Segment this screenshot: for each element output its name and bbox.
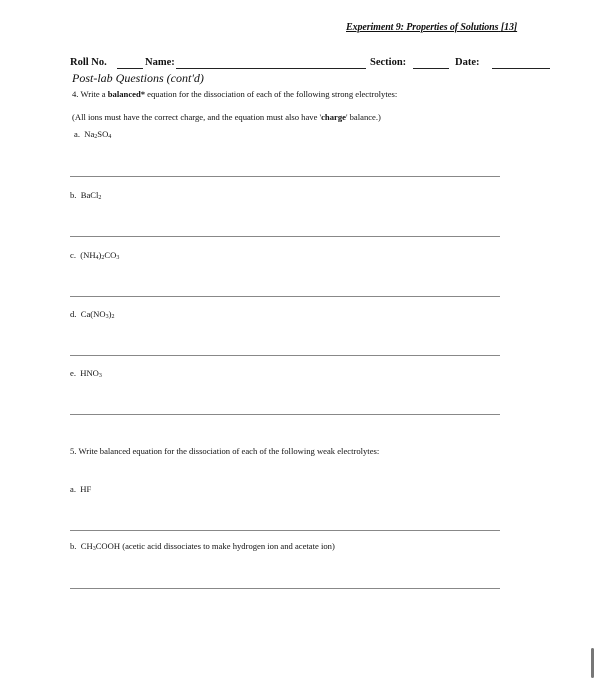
item-5b-note: (acetic acid dissociates to make hydrogen ion and acetate ion) xyxy=(120,541,335,551)
roll-label: Roll No. xyxy=(70,57,107,68)
question-5-text: 5. Write balanced equation for the dissociation of each of the following weak electrolytes: xyxy=(70,446,380,456)
q4-bold-word: balanced* xyxy=(107,89,146,99)
item-4c xyxy=(70,250,119,260)
q4-prefix: 4. Write a xyxy=(72,89,108,99)
formula-nh4-2co3: $(NH_4)_2CO_3$ xyxy=(80,250,120,261)
section-label: Section: xyxy=(370,57,407,68)
formula-na2so4: $Na_2SO_4$ xyxy=(84,129,112,140)
formula-hno3: $HNO_3$ xyxy=(80,368,102,379)
section-blank[interactable] xyxy=(413,68,449,69)
answer-line-5b[interactable] xyxy=(70,588,500,589)
answer-line-4a[interactable] xyxy=(70,176,500,177)
item-4e xyxy=(70,368,102,378)
item-letter: e. xyxy=(70,368,76,378)
item-5a xyxy=(70,484,91,494)
experiment-title: Experiment 9: Properties of Solutions xyxy=(346,22,499,33)
item-4b xyxy=(70,190,101,200)
q4-rest: equation for the dissociation of each of the following strong electrolytes: xyxy=(145,89,398,99)
date-label: Date: xyxy=(455,57,480,68)
name-blank[interactable] xyxy=(176,68,366,69)
date-blank[interactable] xyxy=(492,68,550,69)
formula-bacl2: BaCl$_2$ xyxy=(80,190,102,201)
item-4d xyxy=(70,309,114,319)
q4-note-a: (All ions must have the correct charge, and the equation must also have ' xyxy=(72,112,322,122)
formula-hf: HF xyxy=(80,484,92,494)
formula-ch3cooh: $CH_3COOH$ xyxy=(80,541,121,552)
answer-line-4e[interactable] xyxy=(70,414,500,415)
page-header xyxy=(346,22,517,33)
question-4-text xyxy=(72,89,397,99)
formula-cano3-2: $Ca(NO_3)_2$ xyxy=(80,309,115,320)
item-letter: d. xyxy=(70,309,77,319)
page-number: [13] xyxy=(500,22,518,33)
answer-line-4d[interactable] xyxy=(70,355,500,356)
item-5b xyxy=(70,541,335,551)
item-letter: c. xyxy=(70,250,76,260)
answer-line-5a[interactable] xyxy=(70,530,500,531)
answer-line-4b[interactable] xyxy=(70,236,500,237)
item-letter: b. xyxy=(70,190,77,200)
question-4-note xyxy=(72,112,381,122)
student-info-row xyxy=(70,57,550,71)
item-letter: a. xyxy=(70,484,76,494)
q4-note-b: ' balance.) xyxy=(345,112,381,122)
item-letter: a. xyxy=(74,129,80,139)
item-letter: b. xyxy=(70,541,77,551)
item-4a xyxy=(74,129,111,139)
roll-blank[interactable] xyxy=(117,68,143,69)
section-subtitle: Post-lab Questions (cont'd) xyxy=(72,71,204,85)
name-label: Name: xyxy=(145,57,175,68)
answer-line-4c[interactable] xyxy=(70,296,500,297)
q4-note-bold: charge xyxy=(321,112,346,122)
scrollbar-thumb[interactable] xyxy=(591,648,594,678)
